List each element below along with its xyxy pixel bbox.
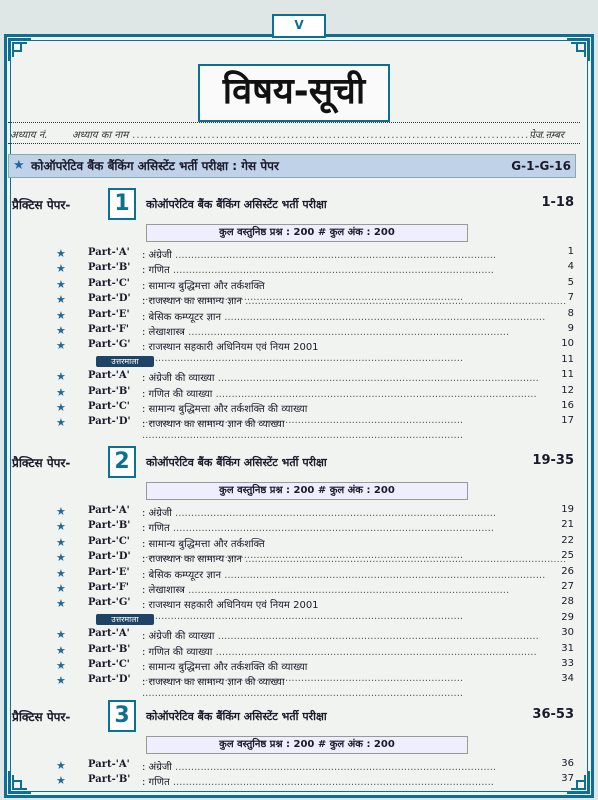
star-icon: ★ bbox=[56, 774, 66, 788]
toc-row[interactable] bbox=[50, 550, 580, 566]
practice-paper-number: 1 bbox=[108, 188, 136, 220]
part-title: : राजस्थान का सामान्य ज्ञान की व्याख्या ..... bbox=[142, 674, 580, 699]
part-title: : गणित ..... bbox=[142, 520, 494, 534]
page-number-value: 22 bbox=[552, 535, 574, 546]
part-label: Part-'B' bbox=[88, 774, 131, 786]
page-number-value: 29 bbox=[552, 612, 574, 623]
part-label: Part-'A' bbox=[88, 370, 130, 382]
practice-paper-header[interactable] bbox=[12, 700, 580, 730]
part-title: : अंग्रेजी ..... bbox=[142, 247, 496, 261]
part-title: : अंग्रेजी की व्याख्या ..... bbox=[142, 628, 539, 642]
toc-row[interactable] bbox=[50, 581, 580, 597]
practice-paper-header[interactable] bbox=[12, 188, 580, 218]
page-number-value: 31 bbox=[552, 643, 574, 654]
star-icon: ★ bbox=[56, 659, 66, 672]
part-title: : गणित की व्याख्या ..... bbox=[142, 644, 537, 658]
part-title: : गणित की व्याख्या ..... bbox=[142, 386, 537, 400]
page-number: V bbox=[272, 14, 326, 38]
part-label: Part-'D' bbox=[88, 551, 131, 563]
star-icon: ★ bbox=[56, 505, 66, 518]
star-icon: ★ bbox=[56, 674, 66, 688]
part-label: Part-'B' bbox=[88, 643, 131, 655]
toc-row[interactable] bbox=[50, 369, 580, 385]
practice-paper-label: प्रैक्टिस पेपर- bbox=[12, 198, 71, 212]
practice-paper-exam: कोऑपरेटिव बैंक बैंकिंग असिस्टेंट भर्ती परीक्षा bbox=[146, 456, 327, 469]
part-title: : लेखाशास्त्र ..... bbox=[142, 324, 509, 338]
page-number-value: 36 bbox=[552, 758, 574, 769]
part-title: : राजस्थान का सामान्य ज्ञान की व्याख्या ..... bbox=[142, 416, 580, 441]
part-label: Part-'A' bbox=[88, 759, 130, 770]
part-label: Part-'G' bbox=[88, 597, 131, 609]
part-title: : सामान्य बुद्धिमत्ता और तर्कशक्ति ..... bbox=[142, 278, 580, 303]
toc-row[interactable] bbox=[50, 658, 580, 674]
page-number-value: 11 bbox=[552, 354, 574, 365]
part-label: Part-'A' bbox=[88, 505, 130, 516]
toc-row[interactable] bbox=[50, 519, 580, 535]
toc-row[interactable] bbox=[50, 566, 580, 582]
page-number-value: 8 bbox=[552, 308, 574, 319]
star-icon: ★ bbox=[56, 759, 66, 772]
star-icon: ★ bbox=[56, 339, 66, 353]
toc-row[interactable] bbox=[50, 535, 580, 551]
practice-paper-exam: कोऑपरेटिव बैंक बैंकिंग असिस्टेंट भर्ती परीक्षा bbox=[146, 198, 327, 211]
part-label: Part-'E' bbox=[88, 308, 130, 320]
star-icon: ★ bbox=[56, 385, 66, 399]
star-icon: ★ bbox=[56, 643, 66, 657]
answer-key-tag: उत्तरमाला bbox=[96, 356, 154, 367]
part-title: : सामान्य बुद्धिमत्ता और तर्कशक्ति ..... bbox=[142, 536, 580, 561]
part-title: : लेखाशास्त्र ..... bbox=[142, 582, 509, 596]
answer-key-row[interactable] bbox=[50, 612, 580, 628]
corner-ornament-icon bbox=[7, 769, 33, 795]
part-label: Part-'B' bbox=[88, 520, 131, 532]
part-title: : राजस्थान सहकारी अधिनियम एवं नियम 2001 ..... bbox=[142, 597, 580, 622]
part-label: Part-'C' bbox=[88, 401, 130, 412]
page-number-value: 37 bbox=[552, 773, 574, 784]
star-icon: ★ bbox=[56, 401, 66, 414]
practice-paper-range: 19-35 bbox=[532, 453, 574, 468]
practice-paper-number: 2 bbox=[108, 446, 136, 478]
page-number-value: 4 bbox=[552, 261, 574, 272]
star-icon: ★ bbox=[56, 520, 66, 534]
page-number-value: 33 bbox=[552, 658, 574, 669]
column-chapter-name: अध्याय का नाम ..... bbox=[72, 127, 555, 141]
part-label: Part-'C' bbox=[88, 277, 130, 289]
column-headers bbox=[8, 122, 580, 144]
page-number-value: 30 bbox=[552, 627, 574, 638]
toc-row[interactable] bbox=[50, 261, 580, 277]
page-number-value: 9 bbox=[552, 323, 574, 334]
star-icon: ★ bbox=[56, 293, 66, 307]
part-label: Part-'D' bbox=[88, 416, 131, 428]
star-icon: ★ bbox=[56, 566, 66, 580]
part-label: Part-'F' bbox=[88, 582, 129, 593]
part-title: : राजस्थान का सामान्य ज्ञान ..... bbox=[142, 551, 566, 565]
part-title: : सामान्य बुद्धिमत्ता और तर्कशक्ति की व्याख्या ..... bbox=[142, 659, 580, 684]
part-label: Part-'E' bbox=[88, 566, 130, 578]
toc-row[interactable] bbox=[50, 643, 580, 659]
star-icon: ★ bbox=[56, 324, 66, 337]
part-title: : अंग्रेजी ..... bbox=[142, 505, 496, 519]
star-icon: ★ bbox=[56, 247, 66, 260]
star-icon: ★ bbox=[56, 597, 66, 611]
part-title: : अंग्रेजी की व्याख्या ..... bbox=[142, 370, 539, 384]
toc-row[interactable] bbox=[50, 773, 580, 789]
star-icon: ★ bbox=[56, 308, 66, 322]
part-label: Part-'F' bbox=[88, 324, 129, 335]
star-icon: ★ bbox=[56, 370, 66, 384]
part-label: Part-'A' bbox=[88, 247, 130, 258]
toc-row[interactable] bbox=[50, 277, 580, 293]
page-number-value: 11 bbox=[552, 369, 574, 380]
part-title: : गणित ..... bbox=[142, 262, 494, 276]
part-label: Part-'D' bbox=[88, 293, 131, 305]
star-icon: ★ bbox=[56, 551, 66, 565]
page-number-value: 19 bbox=[552, 504, 574, 515]
question-meta: कुल वस्तुनिष्ठ प्रश्न : 200 # कुल अंक : 200 bbox=[146, 736, 468, 754]
practice-paper-header[interactable] bbox=[12, 446, 580, 476]
practice-paper-range: 36-53 bbox=[532, 707, 574, 722]
toc-row[interactable] bbox=[50, 246, 580, 262]
part-label: Part-'D' bbox=[88, 674, 131, 686]
toc-row[interactable] bbox=[50, 673, 580, 689]
page-number-value: 28 bbox=[552, 596, 574, 607]
question-meta: कुल वस्तुनिष्ठ प्रश्न : 200 # कुल अंक : 200 bbox=[146, 224, 468, 242]
star-icon: ★ bbox=[56, 416, 66, 430]
page-number-value: 27 bbox=[552, 581, 574, 592]
star-icon: ★ bbox=[56, 535, 66, 549]
guess-paper-range: G-1-G-16 bbox=[511, 159, 571, 173]
page-number-value: 12 bbox=[552, 385, 574, 396]
toc-row[interactable] bbox=[50, 758, 580, 774]
part-label: Part-'B' bbox=[88, 385, 131, 397]
toc-row[interactable] bbox=[50, 308, 580, 324]
part-title: : बेसिक कम्प्यूटर ज्ञान ..... bbox=[142, 309, 545, 323]
practice-paper-exam: कोऑपरेटिव बैंक बैंकिंग असिस्टेंट भर्ती परीक्षा bbox=[146, 710, 327, 723]
page-number-value: 21 bbox=[552, 519, 574, 530]
page-number-value: 34 bbox=[552, 673, 574, 684]
part-title: : गणित ..... bbox=[142, 774, 494, 788]
toc-row[interactable] bbox=[50, 338, 580, 354]
part-title: : राजस्थान सहकारी अधिनियम एवं नियम 2001 ..... bbox=[142, 339, 580, 364]
page-number-value: 25 bbox=[552, 550, 574, 561]
part-label: Part-'C' bbox=[88, 535, 130, 547]
question-meta: कुल वस्तुनिष्ठ प्रश्न : 200 # कुल अंक : 200 bbox=[146, 482, 468, 500]
page-number-value: 7 bbox=[552, 292, 574, 303]
answer-key-tag: उत्तरमाला bbox=[96, 614, 154, 625]
part-label: Part-'A' bbox=[88, 628, 130, 640]
part-title: : सामान्य बुद्धिमत्ता और तर्कशक्ति की व्याख्या ..... bbox=[142, 401, 580, 426]
practice-paper-label: प्रैक्टिस पेपर- bbox=[12, 710, 71, 724]
toc-row[interactable] bbox=[50, 627, 580, 643]
toc-row[interactable] bbox=[50, 400, 580, 416]
star-icon: ★ bbox=[56, 262, 66, 276]
guess-paper-row[interactable] bbox=[8, 154, 576, 178]
toc-row[interactable] bbox=[50, 415, 580, 431]
practice-paper-label: प्रैक्टिस पेपर- bbox=[12, 456, 71, 470]
answer-key-row[interactable] bbox=[50, 354, 580, 370]
toc-row[interactable] bbox=[50, 385, 580, 401]
corner-ornament-icon bbox=[565, 37, 591, 63]
practice-paper-number: 3 bbox=[108, 700, 136, 732]
toc-row[interactable] bbox=[50, 323, 580, 339]
page-number-value: 10 bbox=[552, 338, 574, 349]
star-icon: ★ bbox=[56, 277, 66, 291]
practice-paper-range: 1-18 bbox=[541, 195, 574, 210]
toc-row[interactable] bbox=[50, 596, 580, 612]
star-icon: ★ bbox=[56, 628, 66, 642]
page-number-value: 17 bbox=[552, 415, 574, 426]
toc-row[interactable] bbox=[50, 292, 580, 308]
page-title: विषय-सूची bbox=[198, 64, 390, 122]
part-title: : बेसिक कम्प्यूटर ज्ञान ..... bbox=[142, 567, 545, 581]
page-number-value: 26 bbox=[552, 566, 574, 577]
star-icon: ★ bbox=[56, 582, 66, 595]
page-number-value: 16 bbox=[552, 400, 574, 411]
star-icon: ★ bbox=[13, 158, 25, 173]
part-label: Part-'G' bbox=[88, 339, 131, 351]
toc-row[interactable] bbox=[50, 504, 580, 520]
part-title: : राजस्थान का सामान्य ज्ञान ..... bbox=[142, 293, 566, 307]
part-label: Part-'C' bbox=[88, 659, 130, 670]
corner-ornament-icon bbox=[7, 37, 33, 63]
column-chapter: अध्याय नं. bbox=[10, 130, 48, 141]
page-number-value: 5 bbox=[552, 277, 574, 288]
part-title: : अंग्रेजी ..... bbox=[142, 759, 496, 773]
guess-paper-title: कोऑपरेटिव बैंक बैंकिंग असिस्टेंट भर्ती परीक्षा : गेस पेपर bbox=[31, 159, 279, 173]
part-label: Part-'B' bbox=[88, 262, 131, 274]
column-page-no: पेज नम्बर bbox=[529, 130, 564, 141]
page-number-value: 1 bbox=[552, 246, 574, 257]
